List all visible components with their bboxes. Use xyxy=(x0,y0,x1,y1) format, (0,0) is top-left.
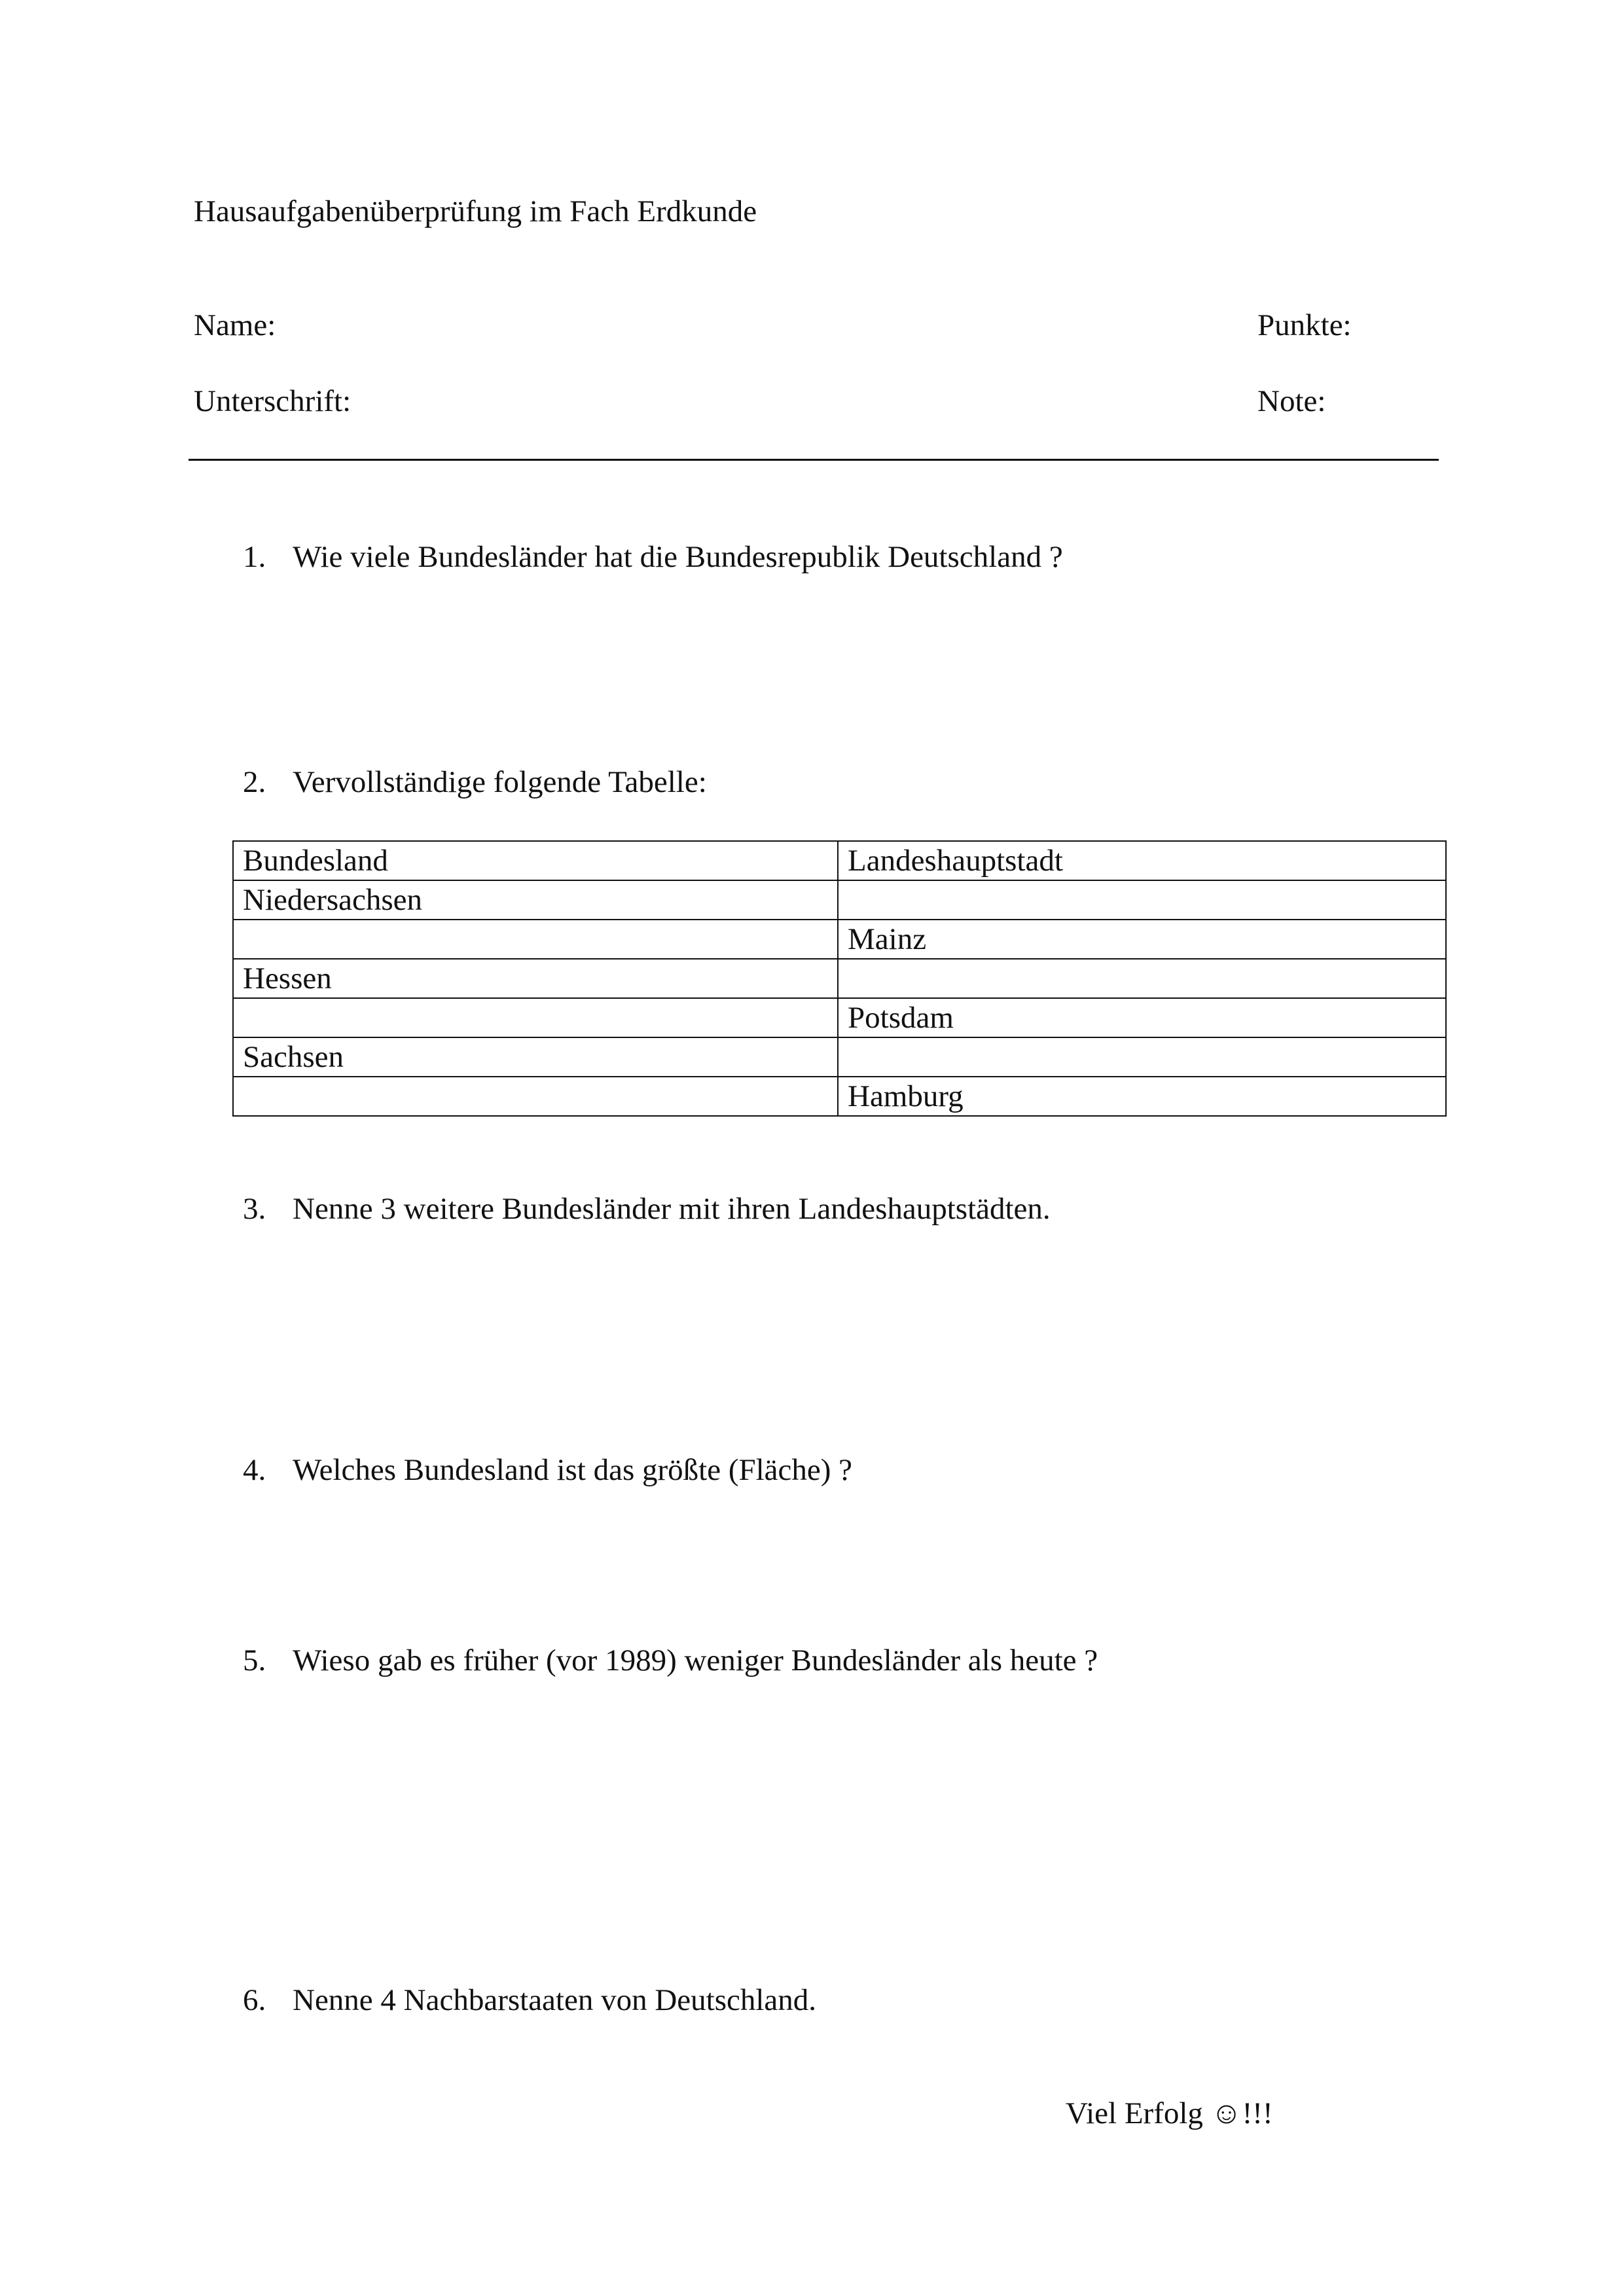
table-cell: Hessen xyxy=(233,959,838,998)
table-cell xyxy=(838,959,1446,998)
table-row xyxy=(233,920,1446,959)
closing-message: Viel Erfolg ☺!!! xyxy=(1066,2096,1273,2130)
states-capitals-table xyxy=(232,840,1447,1117)
table-header-cell: Landeshauptstadt xyxy=(838,841,1446,880)
question-number: 6. xyxy=(243,1983,266,2017)
question-text: Wieso gab es früher (vor 1989) weniger Bundesländer als heute ? xyxy=(293,1643,1098,1677)
table-cell: Potsdam xyxy=(838,998,1446,1037)
question-text: Nenne 3 weitere Bundesländer mit ihren Landeshauptstädten. xyxy=(293,1192,1051,1226)
question-text: Nenne 4 Nachbarstaaten von Deutschland. xyxy=(293,1983,817,2017)
table-cell: Mainz xyxy=(838,920,1446,959)
header-divider xyxy=(189,459,1439,461)
question-number: 4. xyxy=(243,1453,266,1487)
name-label: Name: xyxy=(194,308,276,342)
page-title: Hausaufgabenüberprüfung im Fach Erdkunde xyxy=(194,194,757,228)
table-header-cell: Bundesland xyxy=(233,841,838,880)
table-row xyxy=(233,998,1446,1037)
table-cell: Sachsen xyxy=(233,1037,838,1077)
note-label: Note: xyxy=(1257,384,1326,418)
table-header-row xyxy=(233,841,1446,880)
question-number: 2. xyxy=(243,765,266,799)
table-row xyxy=(233,959,1446,998)
question-number: 5. xyxy=(243,1643,266,1677)
question-text: Wie viele Bundesländer hat die Bundesrepublik Deutschland ? xyxy=(293,540,1063,574)
question-number: 3. xyxy=(243,1192,266,1226)
table-cell: Hamburg xyxy=(838,1077,1446,1116)
question-text: Welches Bundesland ist das größte (Fläche) ? xyxy=(293,1453,853,1487)
table-cell xyxy=(233,1077,838,1116)
table-cell xyxy=(838,1037,1446,1077)
table-cell xyxy=(838,880,1446,920)
table-cell xyxy=(233,920,838,959)
punkte-label: Punkte: xyxy=(1257,308,1352,342)
table-row xyxy=(233,1037,1446,1077)
table-row xyxy=(233,880,1446,920)
table-cell xyxy=(233,998,838,1037)
signature-label: Unterschrift: xyxy=(194,384,352,418)
table-row xyxy=(233,1077,1446,1116)
question-number: 1. xyxy=(243,540,266,574)
question-text: Vervollständige folgende Tabelle: xyxy=(293,765,707,799)
table-cell: Niedersachsen xyxy=(233,880,838,920)
